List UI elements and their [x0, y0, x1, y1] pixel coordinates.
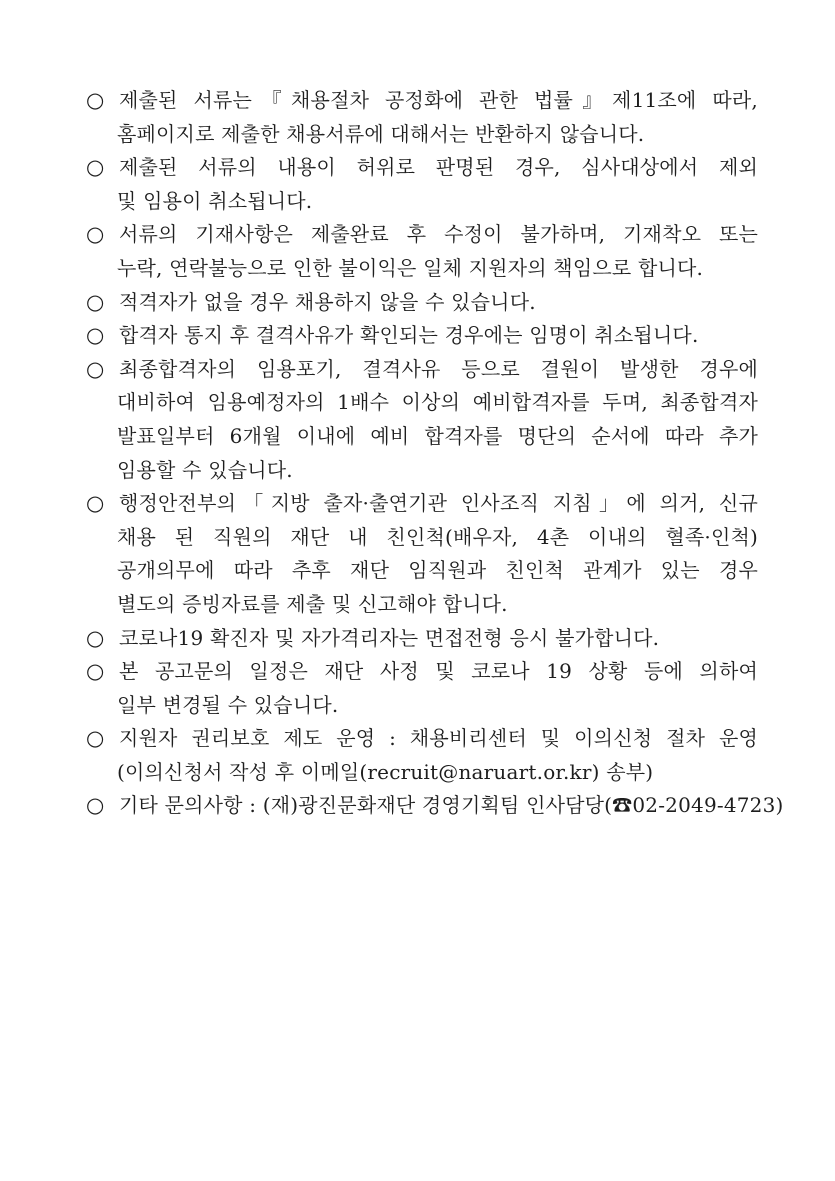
notice-item: [86, 722, 758, 789]
notice-item: [86, 622, 758, 656]
notice-text-line: 누락, 연락불능으로 인한 불이익은 일체 지원자의 책임으로 합니다.: [117, 255, 704, 280]
notice-text-line: 합격자 통지 후 결격사유가 확인되는 경우에는 임명이 취소됩니다.: [119, 323, 699, 348]
notice-text-line: 공개의무에 따라 추후 재단 임직원과 친인척 관계가 있는 경우: [117, 558, 758, 583]
circle-bullet-icon: ○: [86, 625, 105, 650]
notice-item: [86, 789, 784, 823]
notice-text-line: 대비하여 임용예정자의 1배수 이상의 예비합격자를 두며, 최종합격자: [117, 390, 758, 415]
circle-bullet-icon: ○: [86, 222, 105, 247]
notice-item: [86, 151, 758, 218]
circle-bullet-icon: ○: [86, 726, 105, 751]
notice-item: [86, 655, 758, 722]
circle-bullet-icon: ○: [86, 289, 105, 314]
notice-item: [86, 84, 758, 151]
notice-item: [86, 319, 758, 353]
notice-item: [86, 218, 758, 285]
notice-text-line: 제출된 서류는『채용절차 공정화에 관한 법률』제11조에 따라,: [119, 88, 758, 112]
notice-text-line: 적격자가 없을 경우 채용하지 않을 수 있습니다.: [119, 289, 536, 314]
circle-bullet-icon: ○: [86, 88, 105, 112]
notice-item: [86, 353, 758, 487]
circle-bullet-icon: ○: [86, 793, 105, 818]
circle-bullet-icon: ○: [86, 155, 105, 180]
notice-text-line: 일부 변경될 수 있습니다.: [117, 692, 339, 717]
notice-list: [86, 84, 784, 823]
circle-bullet-icon: ○: [86, 356, 105, 381]
notice-text-line: 행정안전부의「지방 출자·출연기관 인사조직 지침」에 의거, 신규: [119, 491, 758, 516]
notice-text-line: 최종합격자의 임용포기, 결격사유 등으로 결원이 발생한 경우에: [119, 356, 758, 381]
notice-text-line: 임용할 수 있습니다.: [117, 457, 293, 482]
notice-text-line: 기타 문의사항 : (재)광진문화재단 경영기획팀 인사담당(☎02-2049-4723): [119, 793, 784, 818]
notice-text-line: 채용 된 직원의 재단 내 친인척(배우자, 4촌 이내의 혈족·인척): [117, 524, 758, 549]
notice-text-line: (이의신청서 작성 후 이메일(recruit@naruart.or.kr) 송부): [117, 759, 654, 784]
circle-bullet-icon: ○: [86, 659, 105, 684]
notice-text-line: 발표일부터 6개월 이내에 예비 합격자를 명단의 순서에 따라 추가: [117, 423, 758, 448]
notice-item: [86, 286, 758, 320]
notice-text-line: 서류의 기재사항은 제출완료 후 수정이 불가하며, 기재착오 또는: [119, 222, 758, 247]
notice-text-line: 코로나19 확진자 및 자가격리자는 면접전형 응시 불가합니다.: [119, 625, 660, 650]
notice-text-line: 홈페이지로 제출한 채용서류에 대해서는 반환하지 않습니다.: [117, 121, 645, 146]
notice-text-line: 및 임용이 취소됩니다.: [117, 188, 313, 213]
notice-text-line: 제출된 서류의 내용이 허위로 판명된 경우, 심사대상에서 제외: [119, 155, 758, 180]
notice-text-line: 별도의 증빙자료를 제출 및 신고해야 합니다.: [117, 591, 508, 616]
circle-bullet-icon: ○: [86, 491, 105, 516]
circle-bullet-icon: ○: [86, 323, 105, 348]
notice-item: [86, 487, 758, 621]
notice-text-line: 지원자 권리보호 제도 운영 : 채용비리센터 및 이의신청 절차 운영: [119, 726, 758, 751]
notice-text-line: 본 공고문의 일정은 재단 사정 및 코로나 19 상황 등에 의하여: [119, 659, 758, 684]
